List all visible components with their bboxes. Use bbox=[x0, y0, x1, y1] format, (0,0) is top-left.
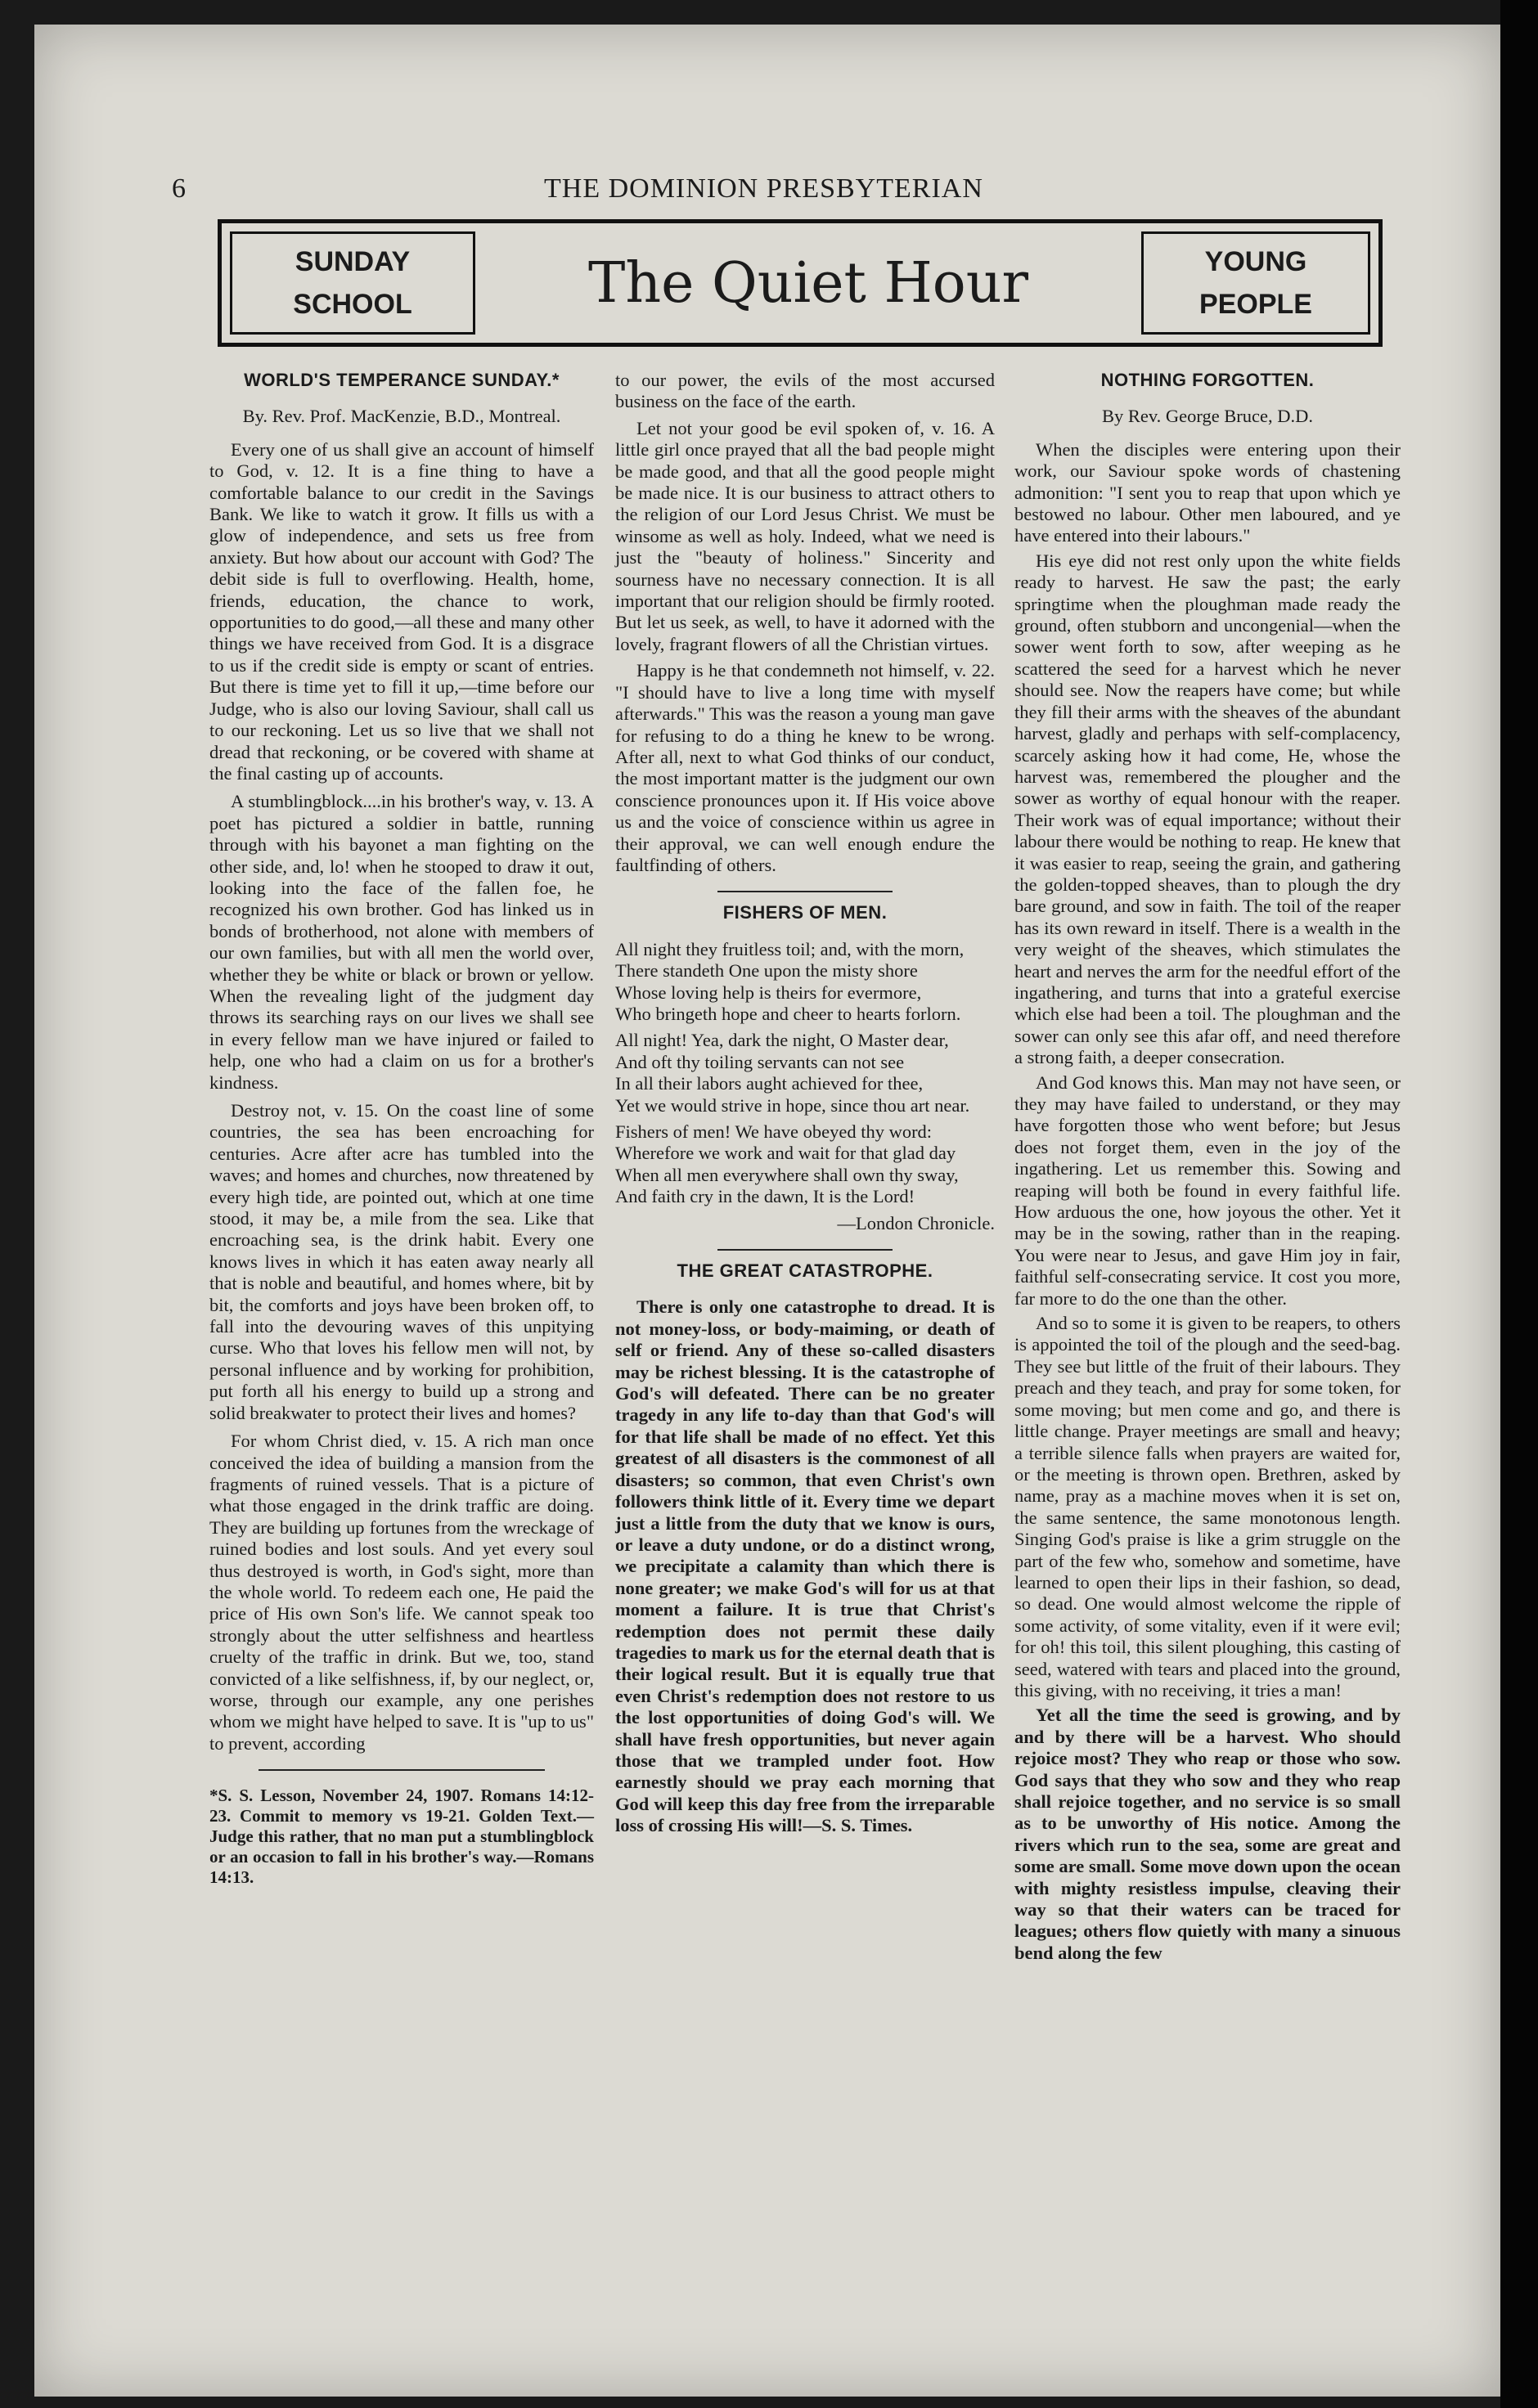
paragraph: Happy is he that condemneth not himself, v. 22. "I should have to live a long time with myself afterwards." This was the reason a young man gave for refusing to do a thing he knew to be wrong. After all, next to what God thinks of our conduct, the most important matter is the judgment our own conscience pronounces upon it. If His voice above us and the voice of conscience within us agree in their approval, we can well enough endure the faultfinding of others. bbox=[615, 660, 995, 875]
banner-left-line-2: SCHOOL bbox=[293, 289, 412, 320]
poem-line: There standeth One upon the misty shore bbox=[615, 960, 918, 982]
poem-stanza bbox=[615, 1121, 995, 1208]
poem-stanza bbox=[615, 1030, 995, 1116]
banner-left-line-1: SUNDAY bbox=[295, 246, 411, 277]
column-2 bbox=[615, 370, 995, 1837]
poem-line: Fishers of men! We have obeyed thy word: bbox=[615, 1121, 933, 1142]
article-byline: By Rev. George Bruce, D.D. bbox=[1101, 406, 1314, 427]
poem-line: All night! Yea, dark the night, O Master dear, bbox=[615, 1030, 949, 1051]
banner-left-box bbox=[230, 231, 475, 335]
section-rule bbox=[717, 891, 892, 892]
poem-line: Wherefore we work and wait for that glad day bbox=[615, 1143, 956, 1164]
poem-line: In all their labors aught achieved for thee, bbox=[615, 1073, 924, 1094]
paragraph: Every one of us shall give an account of himself to God, v. 12. It is a fine thing to have a comfortable balance to our credit in the Savings Bank. We like to watch it grow. It fills us with a glow of independence, and sets us free from anxiety. But how about our account with God? The debit side is full to overflowing. Health, home, friends, education, the chance to work, opportunities to do good,—all these and many other things we have received from God. It is a disgrace to us if the credit side is empty or scant of entries. But there is time yet to fill it up,—time before our Judge, who is also our loving Saviour, shall call us to our reckoning. Let us so live that we shall not dread that reckoning, or be covered with shame at the final casting up of accounts. bbox=[209, 438, 594, 784]
paragraph: There is only one catastrophe to dread. It is not money-loss, or body-maiming, or death of self or friend. Any of these so-called disasters may be richest blessing. It is the catastrophe of God's will defeated. There can be no greater tragedy in any life to-day than that God's will for that life shall be made of no effect. Yet this greatest of all disasters is the commonest of all disasters; so common, that even Christ's own followers think little of it. Every time we depart just a little from the duty that we know is ours, or leave a duty undone, or do a distinct wrong, we precipitate a calamity than which there is none greater; we make God's will for us at that moment a failure. It is true that Christ's redemption does not permit these daily tragedies to mark us for the eternal death that is their logical result. But it is equally true that even Christ's redemption does not restore to us the lost opportunities of doing God's will. We shall have fresh opportunities, but never again those that we trampled under foot. How earnestly should we pray each morning that God will keep this day free from the irreparable loss of crossing His will!—S. S. Times. bbox=[615, 1296, 995, 1836]
poem-line: Who bringeth hope and cheer to hearts forlorn. bbox=[615, 1003, 961, 1024]
paragraph: to our power, the evils of the most accursed business on the face of the earth. bbox=[615, 370, 995, 412]
paragraph: A stumblingblock....in his brother's way, v. 13. A poet has pictured a soldier in battle, running through with his bayonet a man fighting on the other side, and, lo! when he stooped to draw it out, looking into the face of the fallen foe, he recognized his own brother. God has linked us in bonds of brotherhood, not alone with members of our own families, but with all men the world over, whether they be white or black or brown or yellow. When the revealing light of the judgment day throws its searching rays on our lives we shall see in every fellow man we have injured or failed to help, one who had a claim on us for a brother's kindness. bbox=[209, 791, 594, 1093]
banner-right-line-1: YOUNG bbox=[1204, 246, 1307, 277]
poem bbox=[615, 939, 995, 1208]
poem-line: All night they fruitless toil; and, with the morn, bbox=[615, 938, 965, 959]
article-heading: THE GREAT CATASTROPHE. bbox=[677, 1260, 933, 1282]
paragraph: When the disciples were entering upon their work, our Saviour spoke words of chastening admonition: "I sent you to reap that upon which ye bestowed no labour. Other men laboured, and ye have entered into their labours." bbox=[1014, 438, 1401, 546]
footnote: *S. S. Lesson, November 24, 1907. Romans 14:12-23. Commit to memory vs 19-21. Golden Text.—Judge this rather, that no man put a stumblingblock or an occasion to fall in his brother's way.—Romans 14:13. bbox=[209, 1786, 594, 1888]
article-heading: NOTHING FORGOTTEN. bbox=[1100, 370, 1315, 390]
article-heading: WORLD'S TEMPERANCE SUNDAY.* bbox=[244, 370, 560, 390]
paragraph: Yet all the time the seed is growing, and by and by there will be a harvest. Who should rejoice most? They who reap or those who sow. God says that they who sow and they who reap shall rejoice together, and no service is so small as to be unworthy of His notice. Among the rivers which run to the sea, some are great and some are small. Some move down upon the ocean with mighty resistless impulse, cleaving their way so that their waters can be traced for leagues; others flow quietly with many a sinuous bend along the few bbox=[1014, 1705, 1401, 1963]
banner-right-box bbox=[1141, 231, 1370, 335]
poem-line: Yet we would strive in hope, since thou art near. bbox=[615, 1094, 970, 1116]
poem-heading: FISHERS OF MEN. bbox=[722, 902, 888, 923]
poem-attribution: —London Chronicle. bbox=[837, 1212, 995, 1233]
column-1 bbox=[209, 370, 594, 1888]
article-byline: By. Rev. Prof. MacKenzie, B.D., Montreal. bbox=[242, 406, 561, 427]
poem-stanza bbox=[615, 939, 995, 1026]
poem-line: And faith cry in the dawn, It is the Lord! bbox=[615, 1186, 915, 1207]
footnote-rule bbox=[259, 1769, 545, 1771]
banner-title: The Quiet Hour bbox=[587, 250, 1029, 316]
poem-line: And oft thy toiling servants can not see bbox=[615, 1051, 905, 1072]
page-number: 6 bbox=[172, 173, 186, 204]
paragraph: And God knows this. Man may not have seen, or they may have failed to understand, or they may have forgotten those who went before; but Jesus does not forget them, even in the joy of the ingathering. Let us remember this. Sowing and reaping will both be found in every faithful life. How arduous the one, how joyous the other. Yet it may be in the sowing, rather than in the reaping. You were near to Jesus, and gave Him joy in fair, faithful self-consecrating service. It cost you more, far more to do the one than the other. bbox=[1014, 1071, 1401, 1309]
scan-border bbox=[1500, 0, 1538, 2408]
paragraph: His eye did not rest only upon the white fields ready to harvest. He saw the past; the early springtime when the ploughman made ready the ground, often stubborn and uncongenial—when the sower went forth to sow, after weeping as he scattered the seed for a harvest which he never should see. Now the reapers have come; but while they fill their arms with the sheaves of the abundant harvest, gladly and perhaps with self-complacency, scarcely asking how it had come, He, whose the harvest was, remembered the plougher and the sower as worthy of equal honour with the reaper. Their work was of equal importance; without their labour there would be nothing to reap. He knew that it was easier to reap, seeing the grain, and gathering the golden-topped sheaves, than to plough the dry bare ground, and sow in faith. The toil of the reaper has its own reward in itself. There is a wealth in the very weight of the sheaves, which stimulates the heart and nerves the arm for the needful effort of the ingathering, and turns that into a grateful exercise which else had been a toil. The ploughman and the sower can only see this afar off, and need therefore a strong faith, a deeper consecration. bbox=[1014, 550, 1401, 1068]
poem-line: When all men everywhere shall own thy sway, bbox=[615, 1164, 959, 1185]
section-banner bbox=[218, 219, 1383, 347]
paragraph: Let not your good be evil spoken of, v. 16. A little girl once prayed that all the bad people might be made good, and that all the good people might be made nice. It is our business to attract others to the religion of our Lord Jesus Christ. We must be winsome as well as holy. Indeed, what we need is just the "beauty of holiness." Sincerity and sourness have no necessary connection. It is all important that our religion should be firmly rooted. But let us seek, as well, to have it adorned with the lovely, fragrant flowers of all the Christian virtues. bbox=[615, 417, 995, 654]
banner-right-line-2: PEOPLE bbox=[1199, 289, 1312, 320]
poem-line: Whose loving help is theirs for evermore, bbox=[615, 982, 922, 1003]
running-title: THE DOMINION PRESBYTERIAN bbox=[544, 173, 983, 204]
paragraph: Destroy not, v. 15. On the coast line of some countries, the sea has been encroaching for centuries. Acre after acre has tumbled into the waves; and homes and churches, now threatened by every high tide, are pointed out, which at one time stood, it may be, a mile from the sea. Like that encroaching sea, is the drink habit. Every one knows lives in which it has eaten away nearly all that is noble and beautiful, and homes where, bit by bit, the comforts and joys have been broken off, to fall into the devouring waves of this unpitying curse. Who that loves his fellow men will not, by personal influence and by working for prohibition, put forth all his energy to build up a strong and solid breakwater to protect their lives and homes? bbox=[209, 1100, 594, 1423]
paragraph: For whom Christ died, v. 15. A rich man once conceived the idea of building a mansion from the fragments of ruined vessels. That is a picture of what those engaged in the drink traffic are doing. They are building up fortunes from the wreckage of ruined bodies and lost souls. And yet every soul thus destroyed is worth, in God's sight, more than the whole world. To redeem each one, He paid the price of His own Son's life. We cannot speak too strongly about the utter selfishness and heartless cruelty of the traffic in drink. But we, too, stand convicted of a like selfishness, if, by our neglect, or, worse, through our example, any one perishes whom we might have helped to save. It is "up to us" to prevent, according bbox=[209, 1431, 594, 1754]
column-3 bbox=[1014, 370, 1401, 1964]
section-rule bbox=[717, 1249, 892, 1251]
paragraph: And so to some it is given to be reapers, to others is appointed the toil of the plough and the seed-bag. They see but little of the fruit of their labours. They preach and they teach, and pray for some token, for some moving; but men come and go, and there is little change. Prayer meetings are small and heavy; a terrible silence falls when prayers are waited for, or the meeting is thrown open. Brethren, asked by name, pray as a machine moves when it is set on, the same sentence, the same monotonous length. Singing God's praise is like a grim struggle on the part of the few who, somehow and sometime, have learned to open their lips in their fashion, so dead, so dead. One would almost welcome the ripple of some activity, of some vitality, even if it were evil; for oh! this toil, this silent ploughing, this casting of seed, watered with tears and placed into the ground, this giving, with no receiving, it tries a man! bbox=[1014, 1313, 1401, 1700]
